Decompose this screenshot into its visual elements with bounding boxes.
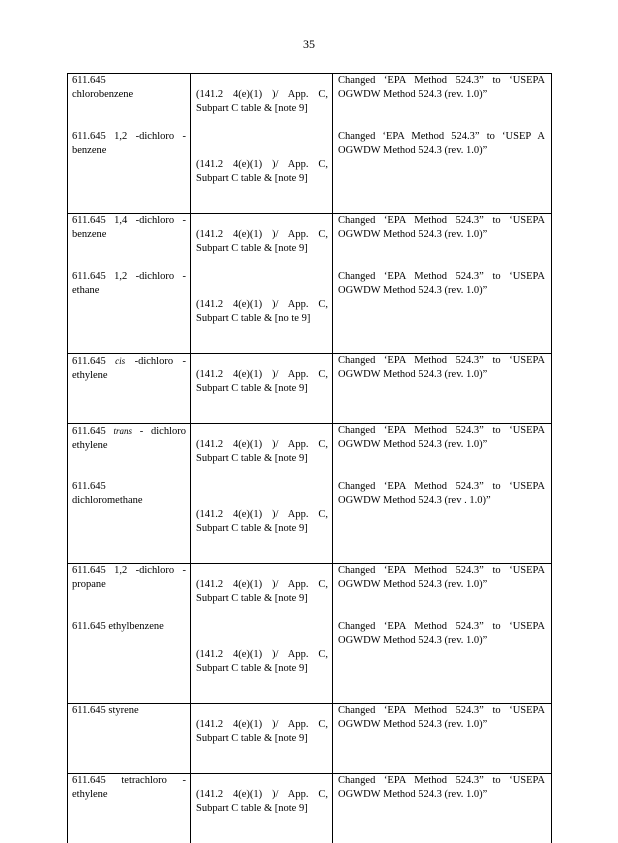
table-row bbox=[68, 354, 552, 424]
change-text: Changed ‘EPA Method 524.3” to ‘USEP A OGWDW Method 524.3 (rev. 1.0)” bbox=[333, 130, 551, 185]
chemical-name: 1,4 -dichloro - benzene bbox=[72, 215, 186, 240]
reference-cell bbox=[191, 564, 333, 704]
change-cell bbox=[333, 214, 552, 354]
chemical-name: -dichloro - ethylene bbox=[72, 356, 186, 381]
reference-text: (141.2 4(e)(1) )/ App. C, Subpart C table & [no te 9] bbox=[191, 284, 332, 353]
change-text: Changed ‘EPA Method 524.3” to ‘USEPA OGWDW Method 524.3 (rev. 1.0)” bbox=[333, 424, 551, 480]
section-number: 611.645 bbox=[72, 356, 106, 367]
table-row bbox=[68, 564, 552, 704]
reference-text: (141.2 4(e)(1) )/ App. C, Subpart C table & [note 9] bbox=[191, 564, 332, 634]
chemical-prefix: cis bbox=[115, 356, 125, 366]
section-number: 611.645 bbox=[72, 705, 106, 716]
table-row bbox=[68, 704, 552, 774]
chemical-name: tetrachloro - ethylene bbox=[72, 775, 186, 800]
amendments-table bbox=[67, 73, 552, 843]
table-row bbox=[68, 74, 552, 214]
reference-text: (141.2 4(e)(1) )/ App. C, Subpart C table & [note 9] bbox=[191, 214, 332, 284]
change-cell bbox=[333, 424, 552, 564]
change-text: Changed ‘EPA Method 524.3” to ‘USEPA OGWDW Method 524.3 (rev. 1.0)” bbox=[333, 774, 551, 829]
section-number: 611.645 bbox=[72, 480, 186, 494]
section-number: 611.645 bbox=[72, 621, 106, 632]
reference-text: (141.2 4(e)(1) )/ App. C, Subpart C table & [note 9] bbox=[191, 74, 332, 144]
change-text: Changed ‘EPA Method 524.3” to ‘USEPA OGWDW Method 524.3 (rev . 1.0)” bbox=[333, 480, 551, 535]
section-number: 611.645 bbox=[72, 215, 106, 226]
change-cell bbox=[333, 774, 552, 843]
change-text: Changed ‘EPA Method 524.3” to ‘USEPA OGWDW Method 524.3 (rev. 1.0)” bbox=[333, 270, 551, 325]
chemical-name: 1,2 -dichloro - ethane bbox=[72, 271, 186, 296]
section-cell bbox=[68, 214, 191, 354]
table-row bbox=[68, 424, 552, 564]
chemical-prefix: trans bbox=[114, 426, 133, 436]
chemical-name: ethylbenzene bbox=[108, 621, 163, 632]
section-cell bbox=[68, 704, 191, 774]
section-cell bbox=[68, 774, 191, 843]
section-number: 611.645 bbox=[72, 74, 186, 88]
chemical-name: styrene bbox=[108, 705, 138, 716]
reference-cell bbox=[191, 74, 333, 214]
section-entry bbox=[68, 74, 190, 130]
change-text: Changed ‘EPA Method 524.3” to ‘USEPA OGWDW Method 524.3 (rev. 1.0)” bbox=[333, 214, 551, 270]
chemical-name: 1,2 -dichloro - benzene bbox=[72, 131, 186, 156]
chemical-name: 1,2 -dichloro - propane bbox=[72, 565, 186, 590]
section-number: 611.645 bbox=[72, 426, 106, 437]
section-number: 611.645 bbox=[72, 131, 106, 142]
section-entry bbox=[68, 480, 190, 535]
section-entry bbox=[68, 620, 190, 675]
change-text: Changed ‘EPA Method 524.3” to ‘USEPA OGWDW Method 524.3 (rev. 1.0)” bbox=[333, 564, 551, 620]
chemical-name: - dichloro ethylene bbox=[72, 426, 186, 451]
reference-text: (141.2 4(e)(1) )/ App. C, Subpart C table & [note 9] bbox=[191, 494, 332, 563]
section-cell bbox=[68, 74, 191, 214]
section-entry bbox=[68, 270, 190, 325]
section-entry bbox=[68, 564, 190, 620]
reference-text: (141.2 4(e)(1) )/ App. C, Subpart C table & [note 9] bbox=[191, 704, 332, 773]
reference-cell bbox=[191, 354, 333, 424]
reference-cell bbox=[191, 424, 333, 564]
change-cell bbox=[333, 564, 552, 704]
change-text: Changed ‘EPA Method 524.3” to ‘USEPA OGWDW Method 524.3 (rev. 1.0)” bbox=[333, 704, 551, 759]
section-cell bbox=[68, 564, 191, 704]
section-number: 611.645 bbox=[72, 271, 106, 282]
section-entry bbox=[68, 130, 190, 185]
section-entry bbox=[68, 704, 190, 759]
section-number: 611.645 bbox=[72, 565, 106, 576]
change-cell bbox=[333, 704, 552, 774]
reference-cell bbox=[191, 774, 333, 843]
section-entry bbox=[68, 424, 190, 480]
reference-text: (141.2 4(e)(1) )/ App. C, Subpart C table & [note 9] bbox=[191, 634, 332, 703]
page-number: 35 bbox=[0, 37, 618, 52]
reference-cell bbox=[191, 704, 333, 774]
section-number: 611.645 bbox=[72, 775, 106, 786]
change-cell bbox=[333, 74, 552, 214]
reference-cell bbox=[191, 214, 333, 354]
table-row bbox=[68, 214, 552, 354]
table-row bbox=[68, 774, 552, 843]
section-cell bbox=[68, 354, 191, 424]
chemical-name: chlorobenzene bbox=[72, 89, 133, 100]
section-cell bbox=[68, 424, 191, 564]
reference-text: (141.2 4(e)(1) )/ App. C, Subpart C table & [note 9] bbox=[191, 144, 332, 213]
reference-text: (141.2 4(e)(1) )/ App. C, Subpart C table & [note 9] bbox=[191, 424, 332, 494]
change-text: Changed ‘EPA Method 524.3” to ‘USEPA OGWDW Method 524.3 (rev. 1.0)” bbox=[333, 354, 551, 409]
reference-text: (141.2 4(e)(1) )/ App. C, Subpart C table & [note 9] bbox=[191, 774, 332, 843]
reference-text: (141.2 4(e)(1) )/ App. C, Subpart C table & [note 9] bbox=[191, 354, 332, 423]
section-entry bbox=[68, 774, 190, 829]
section-entry bbox=[68, 214, 190, 270]
section-entry bbox=[68, 354, 190, 409]
change-text: Changed ‘EPA Method 524.3” to ‘USEPA OGWDW Method 524.3 (rev. 1.0)” bbox=[333, 620, 551, 675]
change-text: Changed ‘EPA Method 524.3” to ‘USEPA OGWDW Method 524.3 (rev. 1.0)” bbox=[333, 74, 551, 130]
chemical-name: dichloromethane bbox=[72, 495, 143, 506]
change-cell bbox=[333, 354, 552, 424]
